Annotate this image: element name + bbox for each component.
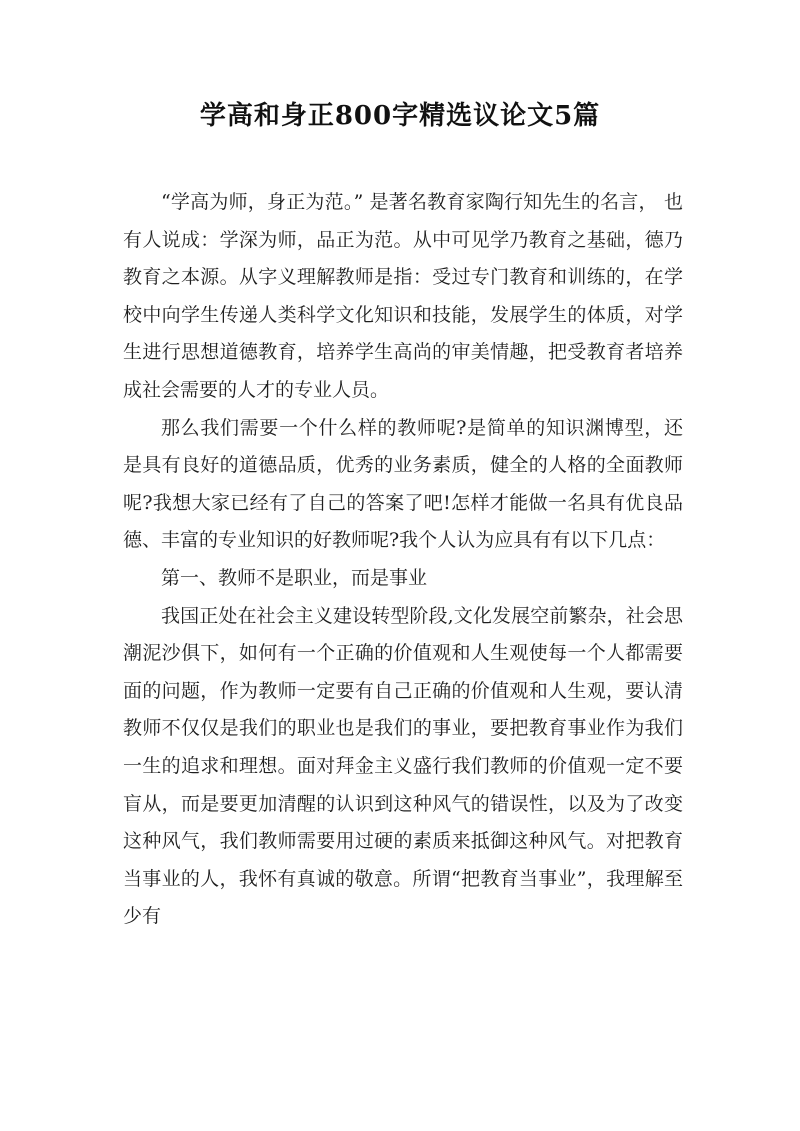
document-title: 学高和身正800字精选议论文5篇 bbox=[199, 101, 601, 131]
section-heading-1: 第一、教师不是职业，而是事业 bbox=[161, 566, 428, 589]
document-body bbox=[123, 184, 683, 936]
paragraph-1: “学高为师，身正为范。” 是著名教育家陶行知先生的名言， 也有人说成：学深为师，品正为范。从中可见学乃教育之基础，德乃教育之本源。从字义理解教师是指：受过专门教育和训练的，在学校中向学生传递人类科学文化知识和技能，发展学生的体质，对学生进行思想道德教育，培养学生高尚的审美情趣，把受教育者培养成社会需要的人才的专业人员。 bbox=[123, 191, 683, 401]
paragraph-3: 我国正处在社会主义建设转型阶段,文化发展空前繁杂，社会思潮泥沙俱下，如何有一个正确的价值观和人生观使每一个人都需要面的问题，作为教师一定要有自己正确的价值观和人生观，要认清教师不仅仅是我们的职业也是我们的事业，要把教育事业作为我们一生的追求和理想。面对拜金主义盛行我们教师的价值观一定不要盲从，而是要更加清醒的认识到这种风气的错误性，以及为了改变这种风气，我们教师需要用过硬的素质来抵御这种风气。对把教育当事业的人，我怀有真诚的敬意。所谓“把教育当事业”，我理解至少有 bbox=[123, 604, 683, 928]
paragraph-2: 那么我们需要一个什么样的教师呢?是简单的知识渊博型，还是具有良好的道德品质，优秀的业务素质，健全的人格的全面教师呢?我想大家已经有了自己的答案了吧!怎样才能做一名具有优良品德、丰富的专业知识的好教师呢?我个人认为应具有有以下几点： bbox=[123, 416, 683, 552]
